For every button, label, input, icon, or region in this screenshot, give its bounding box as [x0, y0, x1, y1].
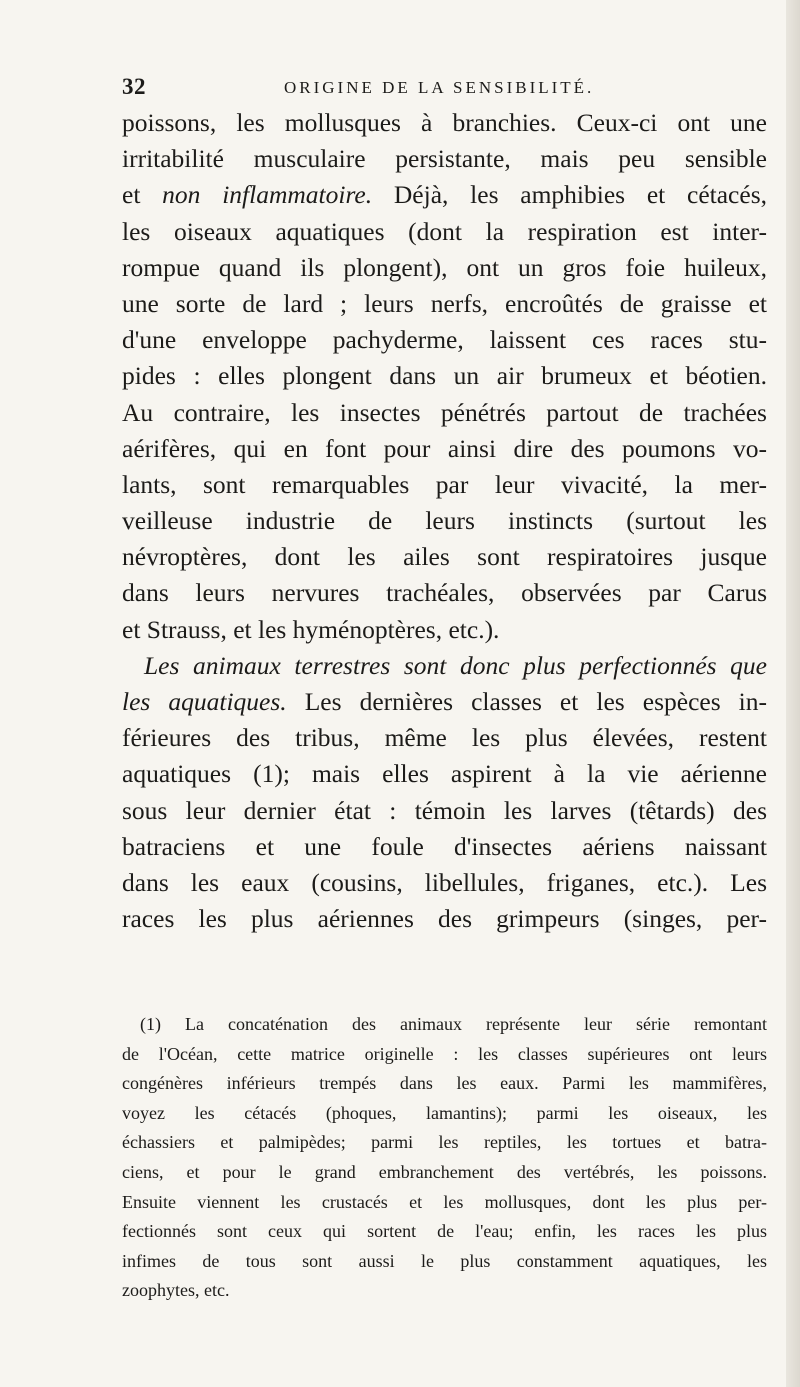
- text-line: une sorte de lard ; leurs nerfs, encroûtés de graisse et: [122, 288, 767, 318]
- paragraph: [122, 105, 767, 648]
- text-line: lants, sont remarquables par leur vivacité, la mer-: [122, 469, 767, 499]
- text-line: [122, 684, 767, 720]
- text-line: névroptères, dont les ailes sont respiratoires jusque: [122, 542, 767, 572]
- text-line: [122, 177, 767, 213]
- footnote: [122, 1010, 767, 1306]
- text-line: poissons, les mollusques à branchies. Ceux-ci ont une: [122, 108, 767, 137]
- page-edge: [786, 0, 800, 1387]
- text-line: dans leurs nervures trachéales, observées par Carus: [122, 578, 767, 608]
- text-line: veilleuse industrie de leurs instincts (surtout les: [122, 506, 767, 536]
- text-line: races les plus aériennes des grimpeurs (singes, per-: [122, 904, 767, 934]
- text-line: d'une enveloppe pachyderme, laissent ces races stu-: [122, 325, 767, 355]
- text-line: les oiseaux aquatiques (dont la respiration est inter-: [122, 216, 767, 246]
- text-line: irritabilité musculaire persistante, mais peu sensible: [122, 144, 767, 174]
- text-line: et Strauss, et les hyménoptères, etc.).: [122, 614, 500, 644]
- text-line: rompue quand ils plongent), ont un gros foie huileux,: [122, 252, 767, 282]
- emphasis-text: les aquatiques.: [122, 687, 287, 716]
- text-run: Déjà, les amphibies et cétacés,: [372, 180, 767, 210]
- text-line: [122, 648, 767, 684]
- footnote-line: congénères inférieurs trempés dans les eaux. Parmi les mammifères,: [122, 1073, 767, 1094]
- emphasis-text: Les animaux terrestres sont donc plus perfectionnés que: [144, 650, 767, 680]
- text-line: férieures des tribus, même les plus élevées, restent: [122, 723, 767, 753]
- text-line: Au contraire, les insectes pénétrés partout de trachées: [122, 397, 767, 427]
- main-text: [122, 105, 767, 937]
- running-title: ORIGINE DE LA SENSIBILITÉ.: [284, 78, 595, 97]
- page-number: 32: [122, 74, 146, 99]
- text-run: Les dernières classes et les espèces in-: [286, 687, 767, 716]
- footnote-line: fectionnés sont ceux qui sortent de l'eau; enfin, les races les plus: [122, 1221, 767, 1242]
- emphasis-text: non inflammatoire.: [162, 180, 373, 210]
- footnote-line: voyez les cétacés (phoques, lamantins); parmi les oiseaux, les: [122, 1102, 767, 1123]
- text-line: pides : elles plongent dans un air brumeux et béotien.: [122, 361, 767, 391]
- text-line: sous leur dernier état : témoin les larves (têtards) des: [122, 795, 767, 825]
- footnote-line: infimes de tous sont aussi le plus constamment aquatiques, les: [122, 1250, 767, 1271]
- footnote-line: de l'Océan, cette matrice originelle : les classes supérieures ont leurs: [122, 1043, 767, 1064]
- footnote-line: zoophytes, etc.: [122, 1280, 230, 1301]
- text-line: batraciens et une foule d'insectes aériens naissant: [122, 831, 767, 861]
- text-run: et: [122, 180, 163, 210]
- page-header: [122, 74, 682, 106]
- footnote-line: échassiers et palmipèdes; parmi les reptiles, les tortues et batra-: [122, 1132, 767, 1153]
- footnote-line: (1) La concaténation des animaux représente leur série remontant: [140, 1014, 767, 1034]
- text-line: aérifères, qui en font pour ainsi dire des poumons vo-: [122, 433, 767, 463]
- paragraph: [122, 648, 767, 938]
- footnote-line: ciens, et pour le grand embranchement des vertébrés, les poissons.: [122, 1161, 767, 1182]
- text-line: aquatiques (1); mais elles aspirent à la vie aérienne: [122, 759, 767, 789]
- footnote-line: Ensuite viennent les crustacés et les mollusques, dont les plus per-: [122, 1191, 767, 1212]
- text-line: dans les eaux (cousins, libellules, friganes, etc.). Les: [122, 867, 767, 897]
